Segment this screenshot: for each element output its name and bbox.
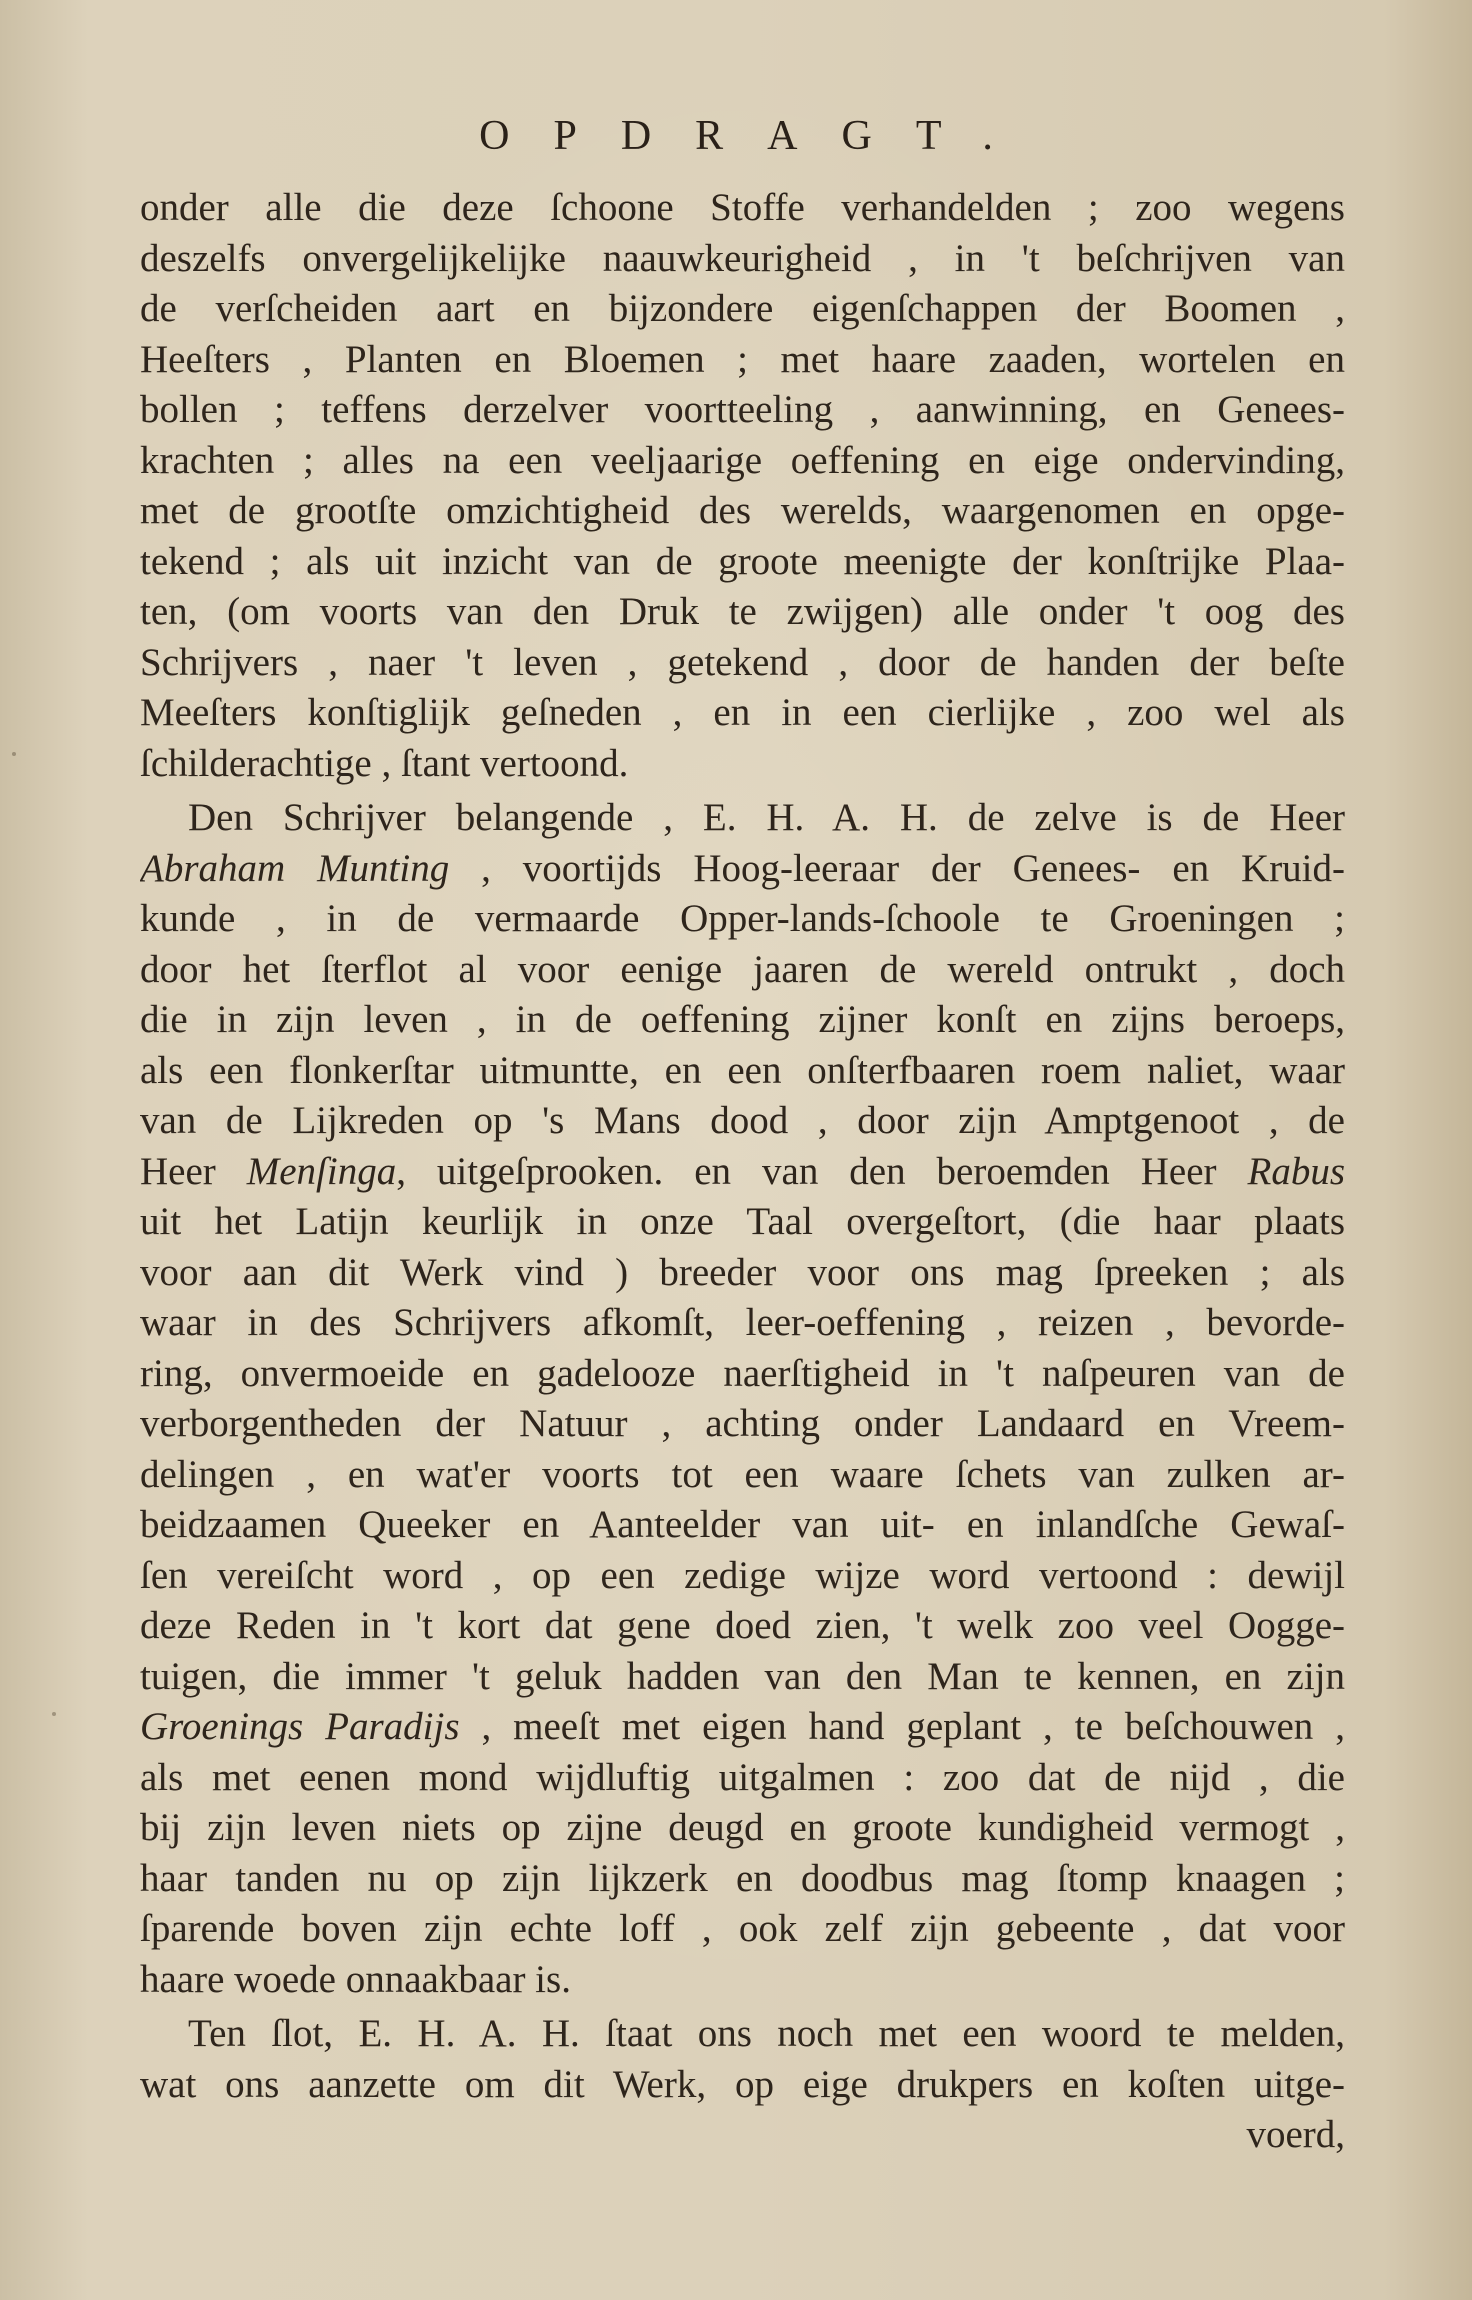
text-line: ſparende boven zijn echte loff , ook zelf zijn gebeente , dat voor xyxy=(140,1907,1345,1950)
paragraph-2 xyxy=(140,793,1345,2005)
translator-name: Rabus xyxy=(1247,1149,1345,1193)
text-line: Ten ſlot, E. H. A. H. ſtaat ons noch met een woord te melden, xyxy=(188,2012,1345,2055)
text-line: onder alle die deze ſchoone Stoffe verhandelden ; zoo wegens xyxy=(140,186,1345,229)
book-title: Groenings Paradijs xyxy=(140,1705,460,1748)
text-line: deszelfs onvergelijkelijke naauwkeurigheid , in 't beſchrijven van xyxy=(140,236,1345,280)
margin-speck xyxy=(52,1712,56,1716)
text-line: van de Lijkreden op 's Mans dood , door zijn Amptgenoot , de xyxy=(140,1099,1345,1142)
text-line: als een flonkerſtar uitmuntte, en een onſterfbaaren roem naliet, waar xyxy=(140,1048,1345,1092)
text-line: door het ſterflot al voor eenige jaaren de wereld ontrukt , doch xyxy=(140,947,1345,991)
text-line: met de grootſte omzichtigheid des werelds, waargenomen en opge- xyxy=(140,489,1345,532)
text-line: ſen vereiſcht word , op een zedige wijze word vertoond : dewijl xyxy=(140,1553,1345,1597)
text-line: voor aan dit Werk vind ) breeder voor ons mag ſpreeken ; als xyxy=(140,1250,1345,1294)
text-line: delingen , en wat'er voorts tot een waare ſchets van zulken ar- xyxy=(140,1452,1345,1496)
text-line: bollen ; teffens derzelver voortteeling , aanwinning, en Genees- xyxy=(140,388,1345,431)
page-title: OPDRAGT. xyxy=(479,113,1037,159)
text-line: Heeſters , Planten en Bloemen ; met haare zaaden, wortelen en xyxy=(140,337,1345,381)
text-line: ring, onvermoeide en gadelooze naerſtigheid in 't naſpeuren van de xyxy=(140,1351,1345,1395)
text-line: deze Reden in 't kort dat gene doed zien, 't welk zoo veel Oogge- xyxy=(140,1604,1345,1647)
text-line: als met eenen mond wijdluftig uitgalmen : zoo dat de nijd , die xyxy=(140,1755,1345,1799)
text-line: Den Schrijver belangende , E. H. A. H. de zelve is de Heer xyxy=(188,796,1345,839)
text-line: haare woede onnaakbaar is. xyxy=(140,1957,571,2001)
text-line: Meeſters konſtiglijk geſneden , en in een cierlijke , zoo wel als xyxy=(140,691,1345,734)
text-line: beidzaamen Queeker en Aanteelder van uit- en inlandſche Gewaſ- xyxy=(140,1503,1345,1546)
page-body xyxy=(140,183,1345,2161)
author-name: Abraham Munting xyxy=(140,846,450,890)
catchword: voerd, xyxy=(1246,2113,1345,2156)
paragraph-3 xyxy=(140,2009,1345,2161)
text-line: waar in des Schrijvers afkomſt, leer-oeffening , reizen , bevorde- xyxy=(140,1301,1345,1344)
text-line: kunde , in de vermaarde Opper-lands-ſchoole te Groeningen ; xyxy=(140,897,1345,940)
text-line: Abraham Munting , voortijds Hoog-leeraar der Genees- en Kruid- xyxy=(140,846,1345,890)
text-line: ſchilderachtige , ſtant vertoond. xyxy=(140,741,629,785)
text-line: bij zijn leven niets op zijne deugd en groote kundigheid vermogt , xyxy=(140,1806,1345,1849)
text-line: uit het Latijn keurlijk in onze Taal overgeſtort, (die haar plaats xyxy=(140,1200,1345,1243)
text-line: ten, (om voorts van den Druk te zwijgen) alle onder 't oog des xyxy=(140,590,1345,633)
text-line: die in zijn leven , in de oeffening zijner konſt en zijns beroeps, xyxy=(140,998,1345,1041)
margin-speck xyxy=(12,752,16,756)
text-line: verborgentheden der Natuur , achting onder Landaard en Vreem- xyxy=(140,1402,1345,1445)
paragraph-1 xyxy=(140,183,1345,789)
text-line: de verſcheiden aart en bijzondere eigenſchappen der Boomen , xyxy=(140,287,1345,330)
colleague-name: Menſinga xyxy=(246,1149,397,1193)
text-line: haar tanden nu op zijn lijkzerk en doodbus mag ſtomp knaagen ; xyxy=(140,1856,1345,1900)
text-line: krachten ; alles na een veeljaarige oeffening en eige ondervinding, xyxy=(140,438,1345,482)
text-line: tuigen, die immer 't geluk hadden van den Man te kennen, en zijn xyxy=(140,1654,1345,1698)
text-line: Heer Menſinga, uitgeſprooken. en van den beroemden Heer Rabus xyxy=(140,1149,1345,1193)
text-line: wat ons aanzette om dit Werk, op eige drukpers en koſten uitge- xyxy=(140,2062,1345,2106)
text-line: Schrijvers , naer 't leven , getekend , door de handen der beſte xyxy=(140,640,1345,684)
text-line: tekend ; als uit inzicht van de groote meenigte der konſtrijke Plaa- xyxy=(140,539,1345,583)
text-line: Groenings Paradijs , meeſt met eigen hand geplant , te beſchouwen , xyxy=(140,1705,1345,1748)
